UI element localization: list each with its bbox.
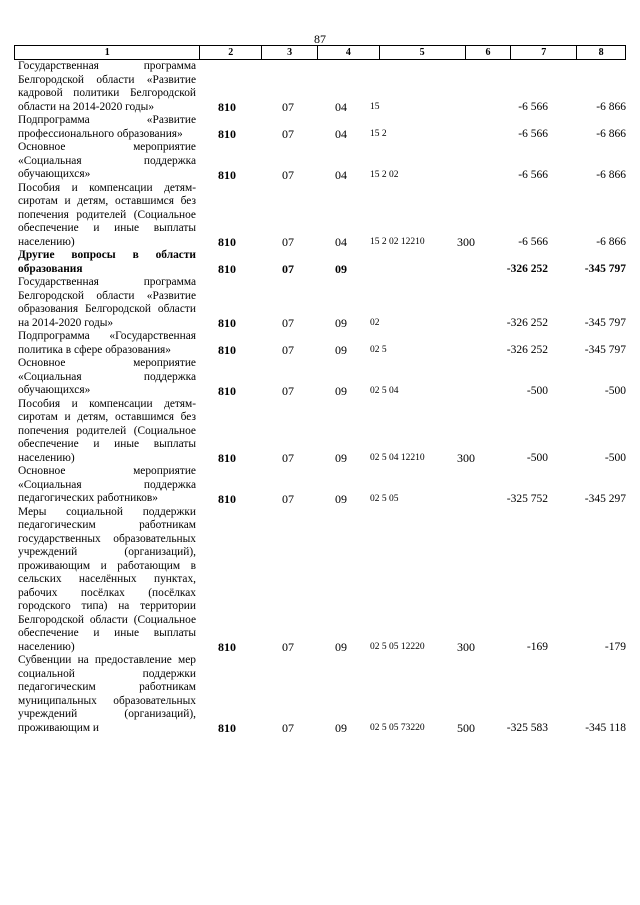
- row-description: Государственная программа Белгородской области «Развитие образования Белгородской области на 2014-2020 годы»: [18, 276, 196, 329]
- table-row: [18, 505, 626, 655]
- table-row: [18, 357, 626, 398]
- subsection-code: 09: [335, 640, 347, 654]
- amount-year-1: -6 566: [518, 128, 548, 140]
- table-row: [18, 60, 626, 114]
- row-description: Основное мероприятие «Социальная поддержка обучающихся»: [18, 141, 196, 180]
- amount-year-2: -6 866: [596, 168, 626, 181]
- amount-year-2: -345 297: [584, 492, 626, 505]
- subsection-code: 04: [335, 100, 347, 114]
- amount-year-1: -325 583: [506, 722, 548, 734]
- amount-year-2: -6 866: [596, 101, 626, 113]
- row-description: Субвенции на предоставление мер социальной поддержки педагогическим работникам муниципальных образовательных учреждений (организаций), проживающим и: [18, 654, 196, 734]
- target-item-code: 02 5 04 12210: [370, 453, 425, 463]
- table-row: [18, 654, 626, 735]
- header-col-5: 5: [380, 46, 466, 59]
- section-code: 07: [282, 100, 294, 114]
- section-code: 07: [282, 640, 294, 654]
- header-col-6: 6: [466, 46, 512, 59]
- amount-year-2: -500: [604, 452, 626, 464]
- amount-year-1: -326 252: [506, 344, 548, 356]
- table-row: [18, 276, 626, 330]
- amount-year-1: -326 252: [506, 317, 548, 329]
- amount-year-1: -500: [526, 452, 548, 464]
- target-item-code: 02 5 04: [370, 385, 399, 396]
- ministry-code: 810: [218, 127, 236, 141]
- header-col-3: 3: [262, 46, 318, 59]
- subsection-code: 09: [335, 721, 347, 735]
- row-description: Основное мероприятие «Социальная поддержка педагогических работников»: [18, 465, 196, 504]
- header-col-2: 2: [200, 46, 262, 59]
- table-row: [18, 141, 626, 182]
- table-header: [14, 45, 626, 60]
- table-row: [18, 465, 626, 506]
- target-item-code: 15 2 02: [370, 169, 399, 180]
- table-row: [18, 114, 626, 141]
- amount-year-1: -325 752: [506, 492, 548, 505]
- ministry-code: 810: [218, 316, 236, 330]
- section-code: 07: [282, 235, 294, 249]
- expense-type-code: 300: [457, 235, 475, 249]
- row-description: Подпрограмма «Развитие профессионального образования»: [18, 114, 196, 140]
- budget-table-body: [18, 60, 626, 735]
- header-col-4: 4: [318, 46, 380, 59]
- table-row: [18, 330, 626, 357]
- ministry-code: 810: [218, 491, 236, 506]
- amount-year-1: -326 252: [506, 263, 548, 275]
- ministry-code: 810: [218, 235, 236, 249]
- target-item-code: 02: [370, 318, 380, 328]
- ministry-code: 810: [218, 721, 236, 735]
- subsection-code: 09: [335, 451, 347, 465]
- target-item-code: 15 2 02 12210: [370, 237, 425, 247]
- section-code: 07: [282, 721, 294, 735]
- amount-year-1: -169: [526, 641, 548, 653]
- amount-year-2: -179: [604, 641, 626, 653]
- ministry-code: 810: [218, 262, 236, 276]
- subsection-code: 04: [335, 235, 347, 249]
- subsection-code: 09: [335, 262, 347, 276]
- amount-year-1: -6 566: [518, 168, 548, 181]
- row-description: Пособия и компенсации детям-сиротам и детям, оставшимся без попечения родителей (Социальное обеспечение и иные выплаты населению): [18, 181, 196, 248]
- target-item-code: 02 5 05 73220: [370, 723, 425, 733]
- ministry-code: 810: [218, 167, 236, 182]
- table-row-section: [18, 249, 626, 276]
- table-row: [18, 181, 626, 250]
- section-code: 07: [282, 167, 294, 182]
- subsection-code: 09: [335, 343, 347, 357]
- target-item-code: 15: [370, 102, 380, 112]
- header-col-1: 1: [15, 46, 200, 59]
- target-item-code: 02 5 05 12220: [370, 642, 425, 652]
- subsection-code: 04: [335, 127, 347, 141]
- target-item-code: 02 5 05: [370, 493, 399, 504]
- row-description: Пособия и компенсации детям-сиротам и детям, оставшимся без попечения родителей (Социальное обеспечение и иные выплаты населению): [18, 397, 196, 464]
- row-description: Основное мероприятие «Социальная поддержка обучающихся»: [18, 357, 196, 396]
- subsection-code: 04: [335, 167, 347, 182]
- subsection-code: 09: [335, 491, 347, 506]
- amount-year-2: -345 797: [584, 263, 626, 275]
- subsection-code: 09: [335, 316, 347, 330]
- target-item-code: 02 5: [370, 345, 387, 355]
- subsection-code: 09: [335, 383, 347, 398]
- target-item-code: 15 2: [370, 129, 387, 139]
- section-code: 07: [282, 343, 294, 357]
- page-number: 87: [314, 32, 326, 46]
- expense-type-code: 300: [457, 640, 475, 654]
- section-code: 07: [282, 316, 294, 330]
- row-description: Подпрограмма «Государственная политика в сфере образования»: [18, 330, 196, 356]
- amount-year-2: -345 118: [585, 722, 626, 734]
- amount-year-1: -6 566: [518, 236, 548, 248]
- section-code: 07: [282, 491, 294, 506]
- ministry-code: 810: [218, 100, 236, 114]
- section-code: 07: [282, 262, 294, 276]
- header-col-8: 8: [598, 47, 604, 58]
- row-description: Другие вопросы в области образования: [18, 249, 196, 275]
- amount-year-1: -500: [526, 384, 548, 397]
- section-code: 07: [282, 451, 294, 465]
- row-description: Государственная программа Белгородской области «Развитие кадровой политики Белгородской области на 2014-2020 годы»: [18, 60, 196, 113]
- amount-year-2: -6 866: [596, 236, 626, 248]
- ministry-code: 810: [218, 383, 236, 398]
- table-row: [18, 397, 626, 466]
- amount-year-1: -6 566: [518, 101, 548, 113]
- section-code: 07: [282, 383, 294, 398]
- amount-year-2: -345 797: [584, 344, 626, 356]
- expense-type-code: 500: [457, 721, 475, 735]
- ministry-code: 810: [218, 640, 236, 654]
- row-description: Меры социальной поддержки педагогическим работникам государственных образовательных учреждений (организаций), проживающим и работающим в сельских населённых пунктах, рабочих посёлках (посёлках городского типа) на территории Белгородской области (Социальное обеспечение и иные выплаты населению): [18, 505, 196, 653]
- amount-year-2: -6 866: [596, 128, 626, 140]
- section-code: 07: [282, 127, 294, 141]
- amount-year-2: -500: [604, 384, 626, 397]
- amount-year-2: -345 797: [584, 317, 626, 329]
- expense-type-code: 300: [457, 451, 475, 465]
- header-col-7: 7: [511, 46, 577, 59]
- ministry-code: 810: [218, 451, 236, 465]
- ministry-code: 810: [218, 343, 236, 357]
